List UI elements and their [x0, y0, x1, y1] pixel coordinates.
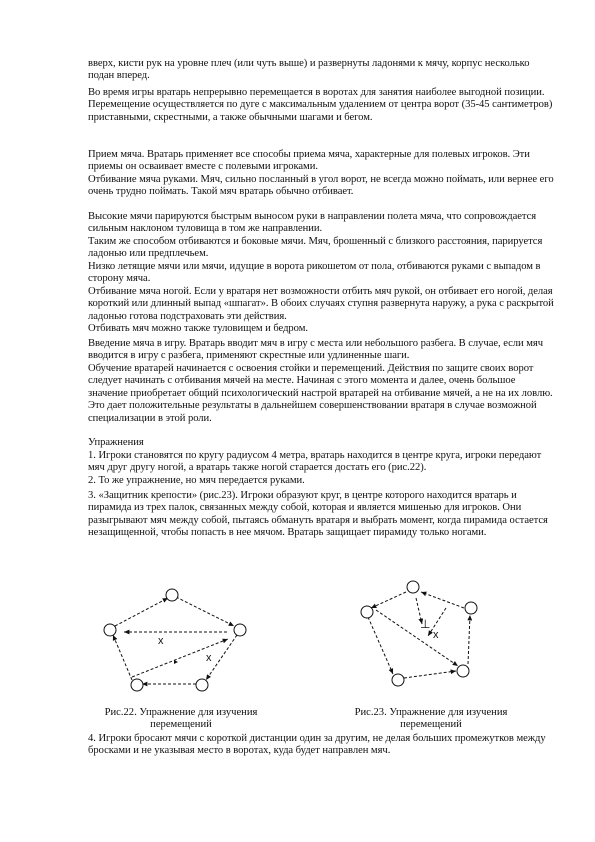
- paragraph: Низко летящие мячи или мячи, идущие в ворота рикошетом от пола, отбиваются руками с выпадом в сторону мяча.: [88, 261, 541, 285]
- player-marker: x: [206, 652, 212, 664]
- paragraph: Отбивание мяча ногой. Если у вратаря нет возможности отбить мяч рукой, он отбивает его ногой, делая короткий или длинный выпад «шпагат». В обоих случаях ступня развернута наружу, а рука с раскрытой ладонью готова подстраховать эти действия.: [88, 286, 554, 322]
- paragraph: 1. Игроки становятся по кругу радиусом 4 метра, вратарь находится в центре круга, игроки передают мяч друг другу ногой, а вратарь также ногой старается достать его (рис.22).: [88, 450, 542, 474]
- section-heading: Упражнения: [88, 437, 144, 448]
- paragraph: Высокие мячи парируются быстрым выносом руки в направлении полета мяча, что сопровождается сильным наклоном туловища в том же направлении.: [88, 211, 537, 235]
- paragraph: Отбивать мяч можно также туловищем и бедром.: [88, 323, 308, 334]
- paragraph: Введение мяча в игру. Вратарь вводит мяч в игру с места или небольшого разбега. В случае, если мяч вводится в игру с разбега, применяют скрестные или удлиненные шаги.: [88, 338, 543, 362]
- player-marker: x: [158, 635, 164, 647]
- pentagon-diagram: [80, 584, 270, 704]
- caption-line: перемещений: [400, 719, 462, 731]
- figure-22: [80, 584, 270, 704]
- paragraph: Обучение вратарей начинается с освоения стойки и перемещений. Действия по защите своих ворот следует начинать с отбивания мячей на месте. Начиная с этого момента и далее, очень большое значение приобретает общий психологический настрой вратарей на отбивание мячей, а не на их ловлю. Это дает положительные результаты в дальнейшем совершенствовании вратаря в случае возможной специализации в этой роли.: [88, 363, 553, 424]
- paragraph: Прием мяча. Вратарь применяет все способы приема мяча, характерные для полевых игроков. Эти приемы он осваивает вместе с полевыми игроками.: [88, 149, 530, 173]
- figure-caption: [86, 707, 276, 732]
- circle-diagram: [346, 570, 486, 690]
- paragraph: вверх, кисти рук на уровне плеч (или чуть выше) и развернуты ладонями к мячу, корпус несколько подан вперед.: [88, 58, 530, 82]
- paragraph: 3. «Защитник крепости» (рис.23). Игроки образуют круг, в центре которого находится вратарь и пирамида из трех палок, связанных между собой, которая и является мишенью для игроков. Они разыгрывают мяч между собой, пытаясь обмануть вратаря и выбрать момент, когда пирамида остается незащищенной, чтобы попасть в нее мячом. Вратарь защищает пирамиду только ногами.: [88, 490, 548, 539]
- figure-23: [346, 570, 486, 690]
- paragraph: 4. Игроки бросают мячи с короткой дистанции один за другим, не делая больших промежутков между бросками и не указывая место в воротах, куда будет направлен мяч.: [88, 733, 546, 757]
- caption-line: Рис.23. Упражнение для изучения: [354, 707, 508, 718]
- paragraph: Во время игры вратарь непрерывно перемещается в воротах для занятия наиболее выгодной позиции. Перемещение осуществляется по дуге с максимальным удалением от центра ворот (35-45 сантиметров) приставными, скрестными, а также обычными шагами и бегом.: [88, 87, 553, 123]
- goalkeeper-marker: x: [433, 629, 439, 641]
- caption-line: перемещений: [150, 719, 212, 731]
- caption-line: Рис.22. Упражнение для изучения: [104, 707, 258, 718]
- paragraph: Таким же способом отбиваются и боковые мячи. Мяч, брошенный с близкого расстояния, парируется ладонью или предплечьем.: [88, 236, 543, 260]
- paragraph: Отбивание мяча руками. Мяч, сильно посланный в угол ворот, не всегда можно поймать, или вернее его очень трудно поймать. Такой мяч вратарь обычно отбивает.: [88, 174, 554, 198]
- paragraph: 2. То же упражнение, но мяч передается руками.: [88, 475, 305, 486]
- target-pyramid-icon: ⊥: [420, 617, 431, 631]
- figure-caption: [336, 707, 526, 732]
